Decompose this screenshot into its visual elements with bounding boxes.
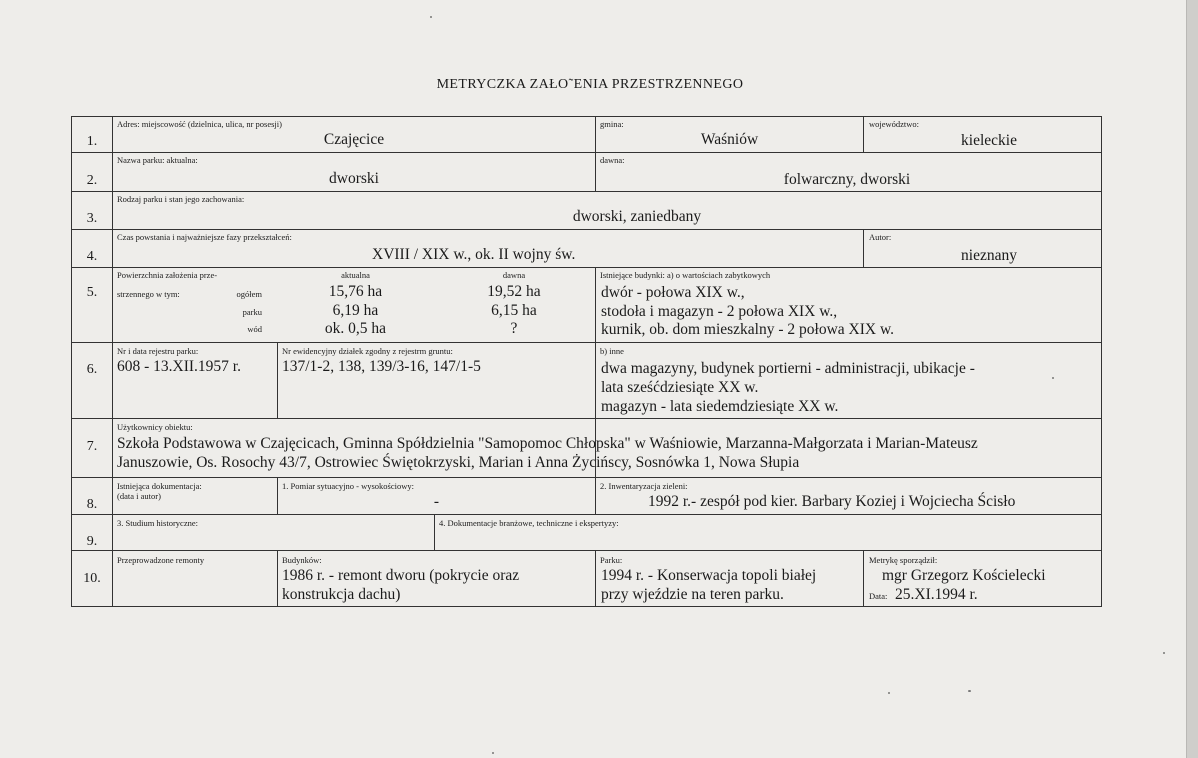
row-number: 9. <box>86 534 98 549</box>
park-type-value: dworski, zaniedbany <box>572 208 702 225</box>
row-divider <box>72 477 1101 478</box>
plot-numbers-label: Nr ewidencyjny działek zgodny z rejestrm gruntu: <box>282 346 453 356</box>
scan-speck <box>430 16 432 18</box>
buildings-renovation-line2: konstrukcja dachu) <box>282 586 401 603</box>
register-value: 608 - 13.XII.1957 r. <box>117 358 241 375</box>
area-park-label: parku <box>242 307 262 317</box>
park-name-current-label: Nazwa parku: aktualna: <box>117 155 198 165</box>
date-label: Data: <box>869 591 888 601</box>
row-number: 2. <box>86 173 98 188</box>
document-title: METRYCZKA ZAŁO˜ENIA PRZESTRZENNEGO <box>436 77 744 92</box>
area-current-header: aktualna <box>341 270 370 280</box>
park-renovation-line2: przy wjeździe na teren parku. <box>601 586 784 603</box>
prepared-by-value: mgr Grzegorz Kościelecki <box>882 567 1046 584</box>
address-label: Adres: miejscowość (dzielnica, ulica, nr posesji) <box>117 119 282 129</box>
row-divider <box>72 152 1101 153</box>
row-divider <box>72 514 1101 515</box>
row-number: 6. <box>86 362 98 377</box>
creation-time-value: XVIII / XIX w., ok. II wojny św. <box>372 246 576 263</box>
users-line2: Januszowie, Os. Rosochy 43/7, Ostrowiec Świętokrzyski, Marian i Anna Życińscy, Sosnówka 1, Nowa Słupia <box>117 454 800 471</box>
number-column-divider <box>112 117 113 606</box>
buildings-renovation-label: Budynków: <box>282 555 322 565</box>
area-current-park: 6,19 ha <box>332 302 379 319</box>
scan-speck <box>1163 652 1165 654</box>
row-divider <box>72 229 1101 230</box>
historic-building-2: stodoła i magazyn - 2 połowa XIX w., <box>601 303 838 320</box>
row-number: 1. <box>86 134 98 149</box>
column-divider <box>277 342 278 418</box>
scan-speck <box>888 692 890 694</box>
row-divider <box>72 342 1101 343</box>
column-divider <box>595 550 596 606</box>
renovations-label: Przeprowadzone remonty <box>117 555 205 565</box>
creation-time-label: Czas powstania i najważniejsze fazy przekształceń: <box>117 232 292 242</box>
other-buildings-line1: dwa magazyny, budynek portierni - administracji, ubikacje - <box>601 360 975 377</box>
column-divider <box>277 550 278 606</box>
other-buildings-line3: magazyn - lata siedemdziesiąte XX w. <box>601 398 839 415</box>
row-number: 3. <box>86 211 98 226</box>
date-value: 25.XI.1994 r. <box>895 586 978 603</box>
park-name-former-label: dawna: <box>600 155 625 165</box>
area-total-label: ogółem <box>236 289 262 299</box>
area-label-line2: strzennego w tym: <box>117 289 180 299</box>
row-number: 8. <box>86 497 98 512</box>
voivodeship-label: województwo: <box>869 119 920 129</box>
row-divider <box>72 550 1101 551</box>
row-number: 7. <box>86 439 98 454</box>
area-current-water: ok. 0,5 ha <box>324 320 387 337</box>
survey-label: 1. Pomiar sytuacyjno - wysokościowy: <box>282 481 414 491</box>
row-number: 4. <box>86 249 98 264</box>
plot-numbers-value: 137/1-2, 138, 139/3-16, 147/1-5 <box>282 358 481 375</box>
historic-building-3: kurnik, ob. dom mieszkalny - 2 połowa XIX w. <box>601 321 895 338</box>
historic-buildings-label: Istniejące budynki: a) o wartościach zabytkowych <box>600 270 771 280</box>
historical-study-label: 3. Studium historyczne: <box>117 518 198 528</box>
row-divider <box>72 267 1101 268</box>
address-value: Czajęcice <box>323 131 385 148</box>
historic-building-1: dwór - połowa XIX w., <box>601 284 745 301</box>
column-divider <box>434 514 435 550</box>
author-value: nieznany <box>961 247 1017 264</box>
scan-speck <box>968 690 971 692</box>
column-divider <box>595 117 596 191</box>
greenery-inventory-value: 1992 r.- zespół pod kier. Barbary Koziej i Wojciecha Ścisło <box>648 493 1016 510</box>
scan-speck <box>1052 377 1054 379</box>
other-buildings-line2: lata sześćdziesiąte XX w. <box>601 379 759 396</box>
users-label: Użytkownicy obiektu: <box>117 422 193 432</box>
area-current-total: 15,76 ha <box>328 283 383 300</box>
documentation-label-1: Istniejąca dokumentacja: <box>117 481 202 491</box>
area-label-line1: Powierzchnia założenia prze- <box>117 270 218 280</box>
park-type-label: Rodzaj parku i stan jego zachowania: <box>117 194 245 204</box>
other-buildings-label: b) inne <box>600 346 624 356</box>
prepared-by-label: Metrykę sporządził: <box>869 555 938 565</box>
area-former-header: dawna <box>502 270 526 280</box>
row-number: 10. <box>83 571 101 586</box>
author-label: Autor: <box>869 232 892 242</box>
park-name-current-value: dworski <box>329 170 379 187</box>
voivodeship-value: kieleckie <box>961 132 1017 149</box>
buildings-renovation-line1: 1986 r. - remont dworu (pokrycie oraz <box>282 567 520 584</box>
column-divider <box>863 550 864 606</box>
area-former-total: 19,52 ha <box>487 283 541 300</box>
greenery-inventory-label: 2. Inwentaryzacja zieleni: <box>600 481 688 491</box>
documentation-label-2: (data i autor) <box>117 491 161 501</box>
area-former-water: ? <box>510 320 518 337</box>
row-divider <box>72 191 1101 192</box>
commune-label: gmina: <box>600 119 624 129</box>
page-edge <box>1186 0 1198 758</box>
row-divider <box>72 418 1101 419</box>
area-water-label: wód <box>247 324 262 334</box>
column-divider <box>595 477 596 514</box>
park-renovation-label: Parku: <box>600 555 623 565</box>
technical-docs-label: 4. Dokumentacje branżowe, techniczne i ekspertyzy: <box>439 518 619 528</box>
park-renovation-line1: 1994 r. - Konserwacja topoli białej <box>601 567 817 584</box>
users-line1: Szkoła Podstawowa w Czajęcicach, Gminna Spółdzielnia "Samopomoc Chłopska" w Waśniowie, Marzanna-Małgorzata i Marian-Mateusz <box>117 435 978 452</box>
survey-value: - <box>433 493 440 510</box>
area-former-park: 6,15 ha <box>491 302 537 319</box>
park-name-former-value: folwarczny, dworski <box>783 171 911 188</box>
commune-value: Waśniów <box>700 131 759 148</box>
scan-speck <box>492 752 494 754</box>
record-form-table <box>71 116 1102 607</box>
register-label: Nr i data rejestru parku: <box>117 346 199 356</box>
row-number: 5. <box>86 285 98 300</box>
